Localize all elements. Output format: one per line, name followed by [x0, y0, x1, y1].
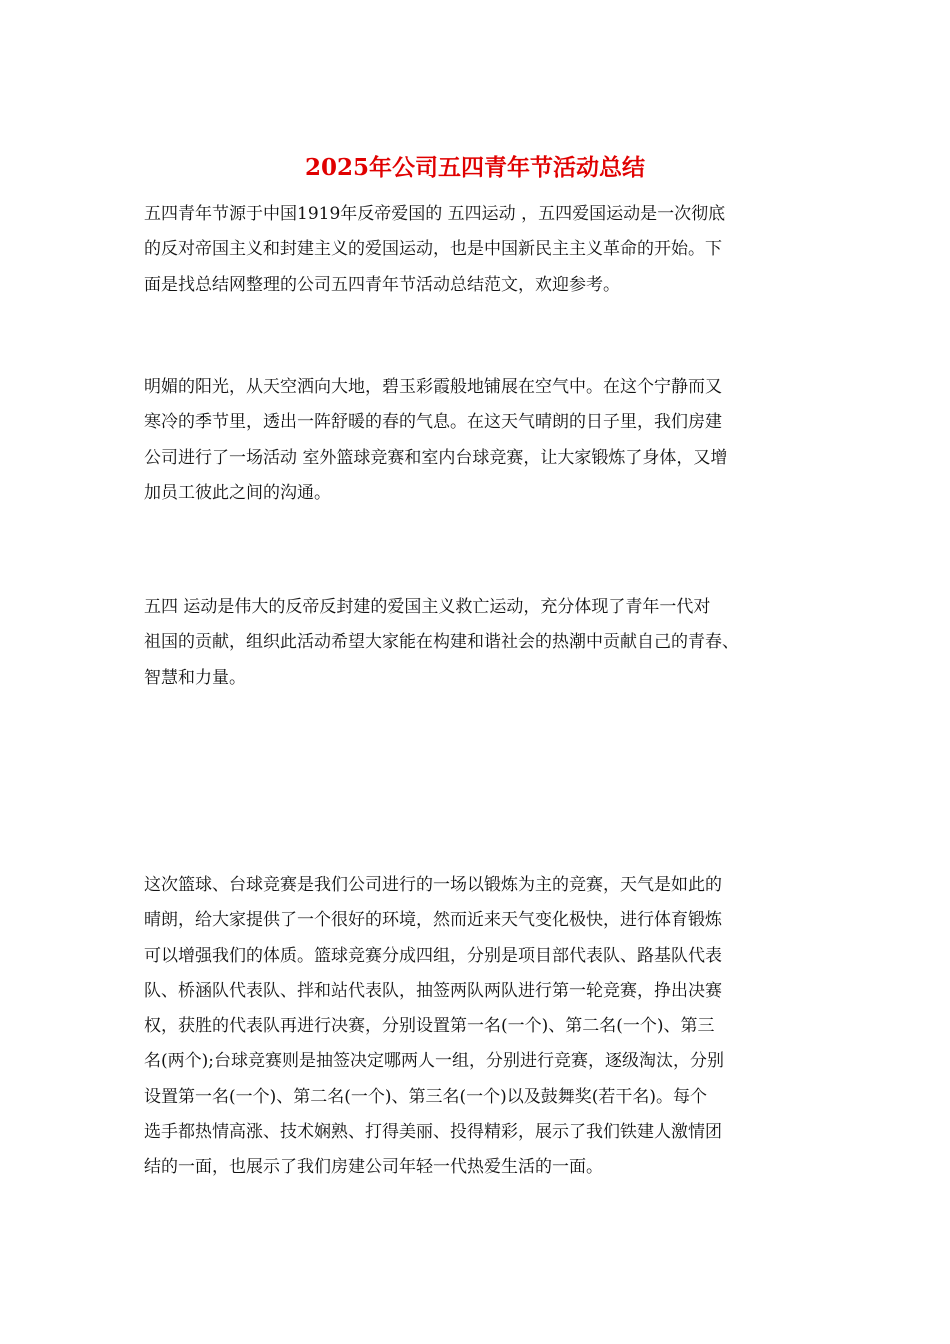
text-line: 五四青年节源于中国1919年反帝爱国的 五四运动 ，五四爱国运动是一次彻底	[144, 204, 726, 224]
text-line: 队、桥涵队代表队、拌和站代表队，抽签两队两队进行第一轮竞赛，挣出决赛	[144, 980, 722, 1001]
paragraph-intro	[144, 197, 820, 303]
text-line: 明媚的阳光，从天空洒向大地，碧玉彩霞般地铺展在空气中。在这个宁静而又	[144, 377, 722, 397]
text-line: 可以增强我们的体质。篮球竞赛分成四组，分别是项目部代表队、路基队代表	[144, 945, 722, 966]
text-line: 选手都热情高涨、技术娴熟、打得美丽、投得精彩，展示了我们铁建人激情团	[144, 1122, 722, 1143]
document-title: 2025年公司五四青年节活动总结	[304, 154, 645, 181]
paragraph-may-fourth	[144, 590, 820, 696]
text-line: 结的一面，也展示了我们房建公司年轻一代热爱生活的一面。	[144, 1157, 603, 1178]
paragraph-sunshine	[144, 370, 820, 511]
text-line: 这次篮球、台球竞赛是我们公司进行的一场以锻炼为主的竞赛，天气是如此的	[144, 875, 722, 895]
text-line: 五四 运动是伟大的反帝反封建的爱国主义救亡运动，充分体现了青年一代对	[144, 597, 711, 617]
text-line: 面是找总结网整理的公司五四青年节活动总结范文，欢迎参考。	[144, 274, 620, 295]
paragraph-competition	[144, 868, 820, 1186]
text-line: 权，获胜的代表队再进行决赛，分别设置第一名(一个)、第二名(一个)、第三	[144, 1016, 715, 1037]
text-line: 智慧和力量。	[144, 667, 246, 688]
text-line: 祖国的贡献，组织此活动希望大家能在构建和谐社会的热潮中贡献自己的青春、	[144, 632, 739, 653]
text-line: 名(两个);台球竞赛则是抽签决定哪两人一组，分别进行竞赛，逐级淘汰，分别	[144, 1051, 724, 1072]
text-line: 公司进行了一场活动 室外篮球竞赛和室内台球竞赛，让大家锻炼了身体，又增	[144, 447, 728, 468]
text-line: 加员工彼此之间的沟通。	[144, 482, 331, 503]
text-line: 设置第一名(一个)、第二名(一个)、第三名(一个)以及鼓舞奖(若干名)。每个	[144, 1086, 708, 1107]
text-line: 晴朗，给大家提供了一个很好的环境，然而近来天气变化极快，进行体育锻炼	[144, 910, 722, 931]
text-line: 寒冷的季节里，透出一阵舒暖的春的气息。在这天气晴朗的日子里，我们房建	[144, 412, 722, 433]
text-line: 的反对帝国主义和封建主义的爱国运动，也是中国新民主主义革命的开始。下	[144, 239, 722, 260]
